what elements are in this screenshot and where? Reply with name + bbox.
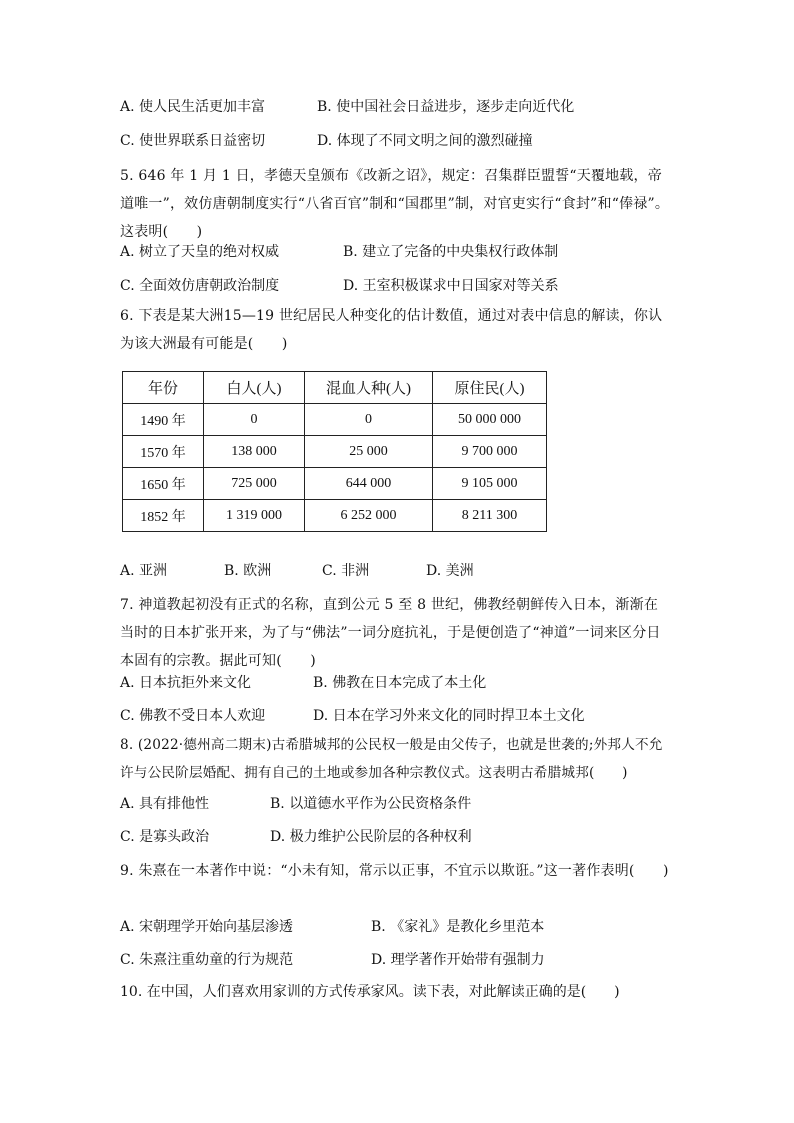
q9-option-b: B. 《家礼》是教化乡里范本 — [371, 919, 545, 935]
q9-option-c: C. 朱熹注重幼童的行为规范 — [120, 952, 294, 968]
question-10-stem: 10. 在中国，人们喜欢用家训的方式传承家风。读下表，对此解读正确的是( ) — [120, 984, 620, 1000]
option-b: B. 使中国社会日益进步，逐步走向近代化 — [317, 99, 575, 115]
question-6-stem: 6. 下表是某大洲15—19 世纪居民人种变化的估计数值，通过对表中信息的解读，你认为该大洲最有可能是( ) — [120, 308, 663, 352]
q6-option-b: B. 欧洲 — [224, 563, 272, 579]
q5-option-d: D. 王室积极谋求中日国家对等关系 — [343, 278, 559, 294]
question-9-stem: 9. 朱熹在一本著作中说：“小未有知，常示以正事，不宜示以欺诳。”这一著作表明( ) — [120, 863, 669, 879]
q7-option-c: C. 佛教不受日本人欢迎 — [120, 708, 266, 724]
table-cell: 0 — [305, 404, 433, 436]
table-row — [123, 500, 547, 532]
table-header-cell: 混血人种(人) — [305, 372, 433, 404]
question-5-stem: 5. 646 年 1 月 1 日，孝德天皇颁布《改新之诏》，规定：召集群臣盟誓“天覆地载，帝道唯一”，效仿唐朝制度实行“八省百官”制和“国郡里”制，对官吏实行“食封”和“俸禄”。这表明( ) — [120, 168, 670, 240]
table-cell: 1650 年 — [123, 468, 204, 500]
q9-option-a: A. 宋朝理学开始向基层渗透 — [120, 919, 294, 935]
q8-option-c: C. 是寡头政治 — [120, 829, 210, 845]
q9-option-d: D. 理学著作开始带有强制力 — [371, 952, 545, 968]
q7-option-b: B. 佛教在日本完成了本土化 — [313, 675, 487, 691]
table-header-row — [123, 372, 547, 404]
table-cell: 9 105 000 — [433, 468, 547, 500]
table-cell: 6 252 000 — [305, 500, 433, 532]
table-header-cell: 原住民(人) — [433, 372, 547, 404]
table-cell: 1852 年 — [123, 500, 204, 532]
question-8-stem: 8. (2022·德州高二期末)古希腊城邦的公民权一般是由父传子，也就是世袭的;外邦人不允许与公民阶层婚配、拥有自己的土地或参加各种宗教仪式。这表明古希腊城邦( ) — [120, 737, 663, 781]
table-cell: 50 000 000 — [433, 404, 547, 436]
table-cell: 1 319 000 — [204, 500, 305, 532]
q7-option-a: A. 日本抗拒外来文化 — [120, 675, 252, 691]
table-cell: 1490 年 — [123, 404, 204, 436]
q5-option-c: C. 全面效仿唐朝政治制度 — [120, 278, 280, 294]
q8-option-a: A. 具有排他性 — [120, 796, 210, 812]
table-cell: 138 000 — [204, 436, 305, 468]
table-header-cell: 年份 — [123, 372, 204, 404]
table-header-cell: 白人(人) — [204, 372, 305, 404]
q8-option-d: D. 极力维护公民阶层的各种权利 — [270, 829, 472, 845]
option-a: A. 使人民生活更加丰富 — [120, 99, 266, 115]
option-c: C. 使世界联系日益密切 — [120, 133, 266, 149]
table-cell: 725 000 — [204, 468, 305, 500]
population-table — [122, 371, 547, 532]
table-cell: 8 211 300 — [433, 500, 547, 532]
table-cell: 644 000 — [305, 468, 433, 500]
q6-option-c: C. 非洲 — [322, 563, 370, 579]
q5-option-b: B. 建立了完备的中央集权行政体制 — [343, 244, 559, 260]
table-cell: 0 — [204, 404, 305, 436]
table-row — [123, 468, 547, 500]
table-cell: 9 700 000 — [433, 436, 547, 468]
table-cell: 25 000 — [305, 436, 433, 468]
q5-option-a: A. 树立了天皇的绝对权威 — [120, 244, 280, 260]
q6-option-d: D. 美洲 — [426, 563, 474, 579]
question-7-stem: 7. 神道教起初没有正式的名称，直到公元 5 至 8 世纪，佛教经朝鲜传入日本，渐渐在当时的日本扩张开来，为了与“佛法”一词分庭抗礼，于是便创造了“神道”一词来区分日本固有的宗教。据此可知( ) — [120, 597, 661, 669]
q6-option-a: A. 亚洲 — [120, 563, 168, 579]
option-d: D. 体现了不同文明之间的激烈碰撞 — [317, 133, 533, 149]
q8-option-b: B. 以道德水平作为公民资格条件 — [270, 796, 472, 812]
table-cell: 1570 年 — [123, 436, 204, 468]
table-row — [123, 404, 547, 436]
q7-option-d: D. 日本在学习外来文化的同时捍卫本土文化 — [313, 708, 585, 724]
table-row — [123, 436, 547, 468]
